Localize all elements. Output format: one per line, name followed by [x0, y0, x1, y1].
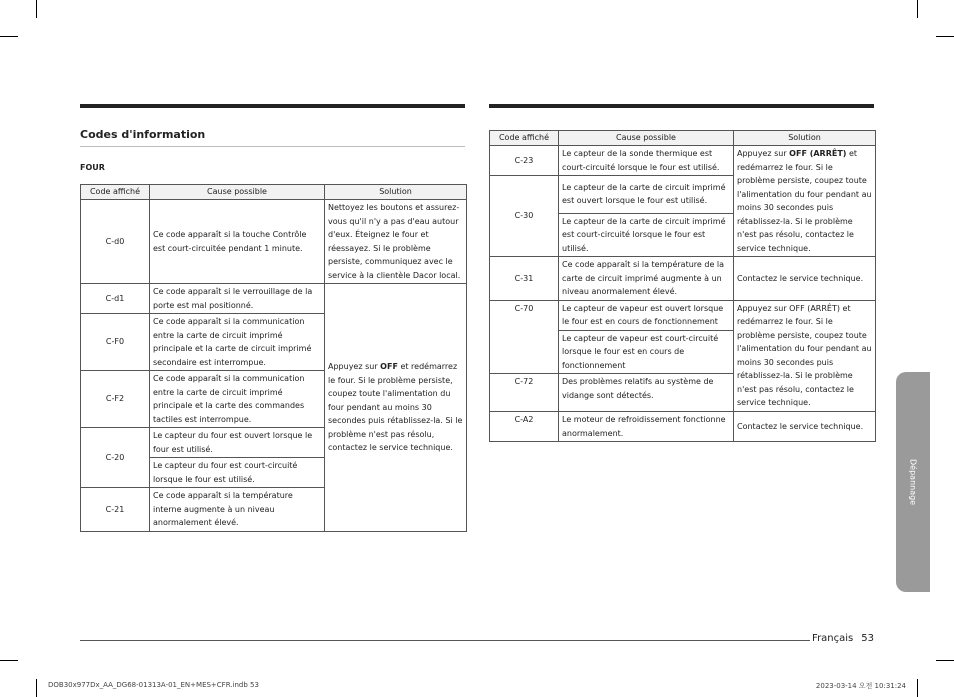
- crop-mark: [917, 679, 918, 697]
- table-header-row: [490, 131, 876, 146]
- cause-cell: Le capteur de la carte de circuit imprimé est court-circuité lorsque le four est utilisé.: [559, 213, 734, 257]
- cause-cell: Le capteur du four est court-circuité lorsque le four est utilisé.: [150, 458, 325, 488]
- header-bar-left: [80, 104, 465, 108]
- column-header-code: Code affiché: [490, 131, 559, 146]
- error-code: C-23: [490, 146, 559, 176]
- footer-language: Français: [812, 633, 854, 644]
- column-header-solution: Solution: [734, 131, 876, 146]
- solution-cell: Contactez le service technique.: [734, 257, 876, 301]
- error-code: C-70: [490, 300, 559, 374]
- crop-mark: [936, 36, 954, 37]
- cause-cell: Le capteur de la sonde thermique est court-circuité lorsque le four est utilisé.: [559, 146, 734, 176]
- column-header-cause: Cause possible: [150, 185, 325, 200]
- cause-cell: Ce code apparaît si la température interne augmente à un niveau anormalement élevé.: [150, 488, 325, 532]
- error-code: C-F0: [81, 314, 150, 371]
- title-divider: [80, 146, 465, 147]
- footer: [812, 633, 874, 644]
- page-number: 53: [861, 633, 874, 644]
- solution-cell-merged: [325, 284, 467, 532]
- error-code: C-21: [81, 488, 150, 532]
- solution-text: et redémarrez le four. Si le problème persiste, coupez toute l'alimentation du four pendant au moins 30 secondes puis rétablissez-la. Si le problème n'est pas résolu, contactez le service technique.: [328, 362, 463, 452]
- info-codes-table-right: [489, 130, 876, 442]
- crop-mark: [36, 679, 37, 697]
- cause-cell: Le capteur de la carte de circuit imprimé est ouvert lorsque le four est utilisé.: [559, 176, 734, 214]
- error-code: C-F2: [81, 371, 150, 428]
- solution-cell-merged: [734, 146, 876, 257]
- error-code: C-d0: [81, 200, 150, 284]
- error-code: C-d1: [81, 284, 150, 314]
- crop-mark: [936, 660, 954, 661]
- column-header-solution: Solution: [325, 185, 467, 200]
- solution-cell: Nettoyez les boutons et assurez-vous qu'il n'y a pas d'eau autour d'eux. Éteignez le four et réessayez. Si le problème persiste, communiquez avec le service à la clientèle Dacor local.: [325, 200, 467, 284]
- off-keyword: OFF: [380, 362, 398, 371]
- cause-cell: Ce code apparaît si la touche Contrôle est court-circuitée pendant 1 minute.: [150, 200, 325, 284]
- crop-mark: [0, 660, 18, 661]
- side-tab-label-wrap: [896, 372, 930, 592]
- error-code: C-72: [490, 374, 559, 412]
- solution-text: Appuyez sur: [737, 149, 790, 158]
- cause-cell: Ce code apparaît si le verrouillage de la porte est mal positionné.: [150, 284, 325, 314]
- table-row: [490, 146, 876, 176]
- crop-mark: [0, 36, 18, 37]
- table-row: [490, 412, 876, 442]
- cause-cell: Ce code apparaît si la communication entre la carte de circuit imprimé principale et la carte de circuit imprimé secondaire est interrompue.: [150, 314, 325, 371]
- table-header-row: [81, 185, 467, 200]
- table-row: [81, 284, 467, 314]
- print-imprint-date: 2023-03-14 오전 10:31:24: [815, 682, 906, 690]
- cause-cell: Ce code apparaît si la communication entre la carte de circuit imprimé principale et la carte des commandes tactiles est interrompue.: [150, 371, 325, 428]
- cause-cell: Le moteur de refroidissement fonctionne anormalement.: [559, 412, 734, 442]
- info-codes-table-left: [80, 184, 467, 532]
- cause-cell: Des problèmes relatifs au système de vidange sont détectés.: [559, 374, 734, 412]
- error-code: C-30: [490, 176, 559, 257]
- solution-text: et redémarrez le four. Si le problème persiste, coupez toute l'alimentation du four pendant au moins 30 secondes puis rétablissez-la. Si le problème n'est pas résolu, contactez le service technique.: [737, 149, 872, 253]
- table-row: [490, 300, 876, 330]
- footer-divider: [80, 640, 810, 641]
- subheading: FOUR: [80, 163, 105, 172]
- cause-cell: Ce code apparaît si la température de la carte de circuit imprimé augmente à un niveau anormalement élevé.: [559, 257, 734, 301]
- cause-cell: Le capteur de vapeur est ouvert lorsque le four est en cours de fonctionnement: [559, 300, 734, 330]
- crop-mark: [36, 0, 37, 18]
- off-keyword: OFF (ARRÊT): [789, 149, 847, 158]
- crop-mark: [917, 0, 918, 18]
- error-code: C-20: [81, 428, 150, 488]
- side-tab-label: Dépannage: [908, 458, 918, 506]
- cause-cell: Le capteur de vapeur est court-circuité lorsque le four est en cours de fonctionnement: [559, 330, 734, 374]
- section-title: Codes d'information: [80, 128, 206, 141]
- column-header-code: Code affiché: [81, 185, 150, 200]
- table-row: [490, 257, 876, 301]
- solution-cell: Contactez le service technique.: [734, 412, 876, 442]
- section-side-tab: [896, 372, 930, 592]
- print-imprint-file: DOB30x977Dx_AA_DG68-01313A-01_EN+MES+CFR.indb 53: [48, 681, 259, 689]
- column-header-cause: Cause possible: [559, 131, 734, 146]
- error-code: C-A2: [490, 412, 559, 442]
- solution-text: Appuyez sur: [328, 362, 381, 371]
- header-bar-right: [489, 104, 874, 108]
- error-code: C-31: [490, 257, 559, 301]
- cause-cell: Le capteur du four est ouvert lorsque le four est utilisé.: [150, 428, 325, 458]
- table-row: [81, 200, 467, 284]
- solution-cell-merged: Appuyez sur OFF (ARRÊT) et redémarrez le four. Si le problème persiste, coupez toute l'alimentation du four pendant au moins 30 secondes puis rétablissez-la. Si le problème n'est pas résolu, contactez le service technique.: [734, 300, 876, 412]
